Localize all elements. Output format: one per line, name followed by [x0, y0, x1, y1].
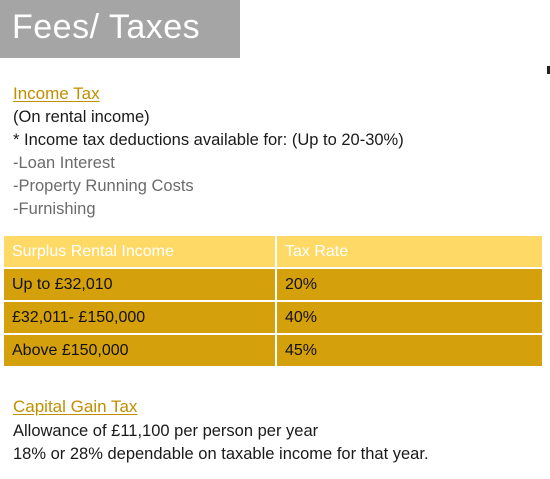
page-title: Fees/ Taxes — [12, 8, 201, 46]
column-header: Surplus Rental Income — [4, 236, 276, 268]
table-row — [4, 334, 542, 367]
table-cell: Above £150,000 — [4, 334, 276, 367]
table-cell: 45% — [276, 334, 542, 367]
deduction-item: -Property Running Costs — [13, 177, 194, 195]
table-cell: £32,011- £150,000 — [4, 301, 276, 334]
column-header: Tax Rate — [276, 236, 542, 268]
tax-rate-table — [4, 236, 542, 368]
table-row — [4, 268, 542, 301]
table-header-row — [4, 236, 542, 268]
table-cell: 20% — [276, 268, 542, 301]
deduction-item: -Furnishing — [13, 200, 96, 218]
table-cell: 40% — [276, 301, 542, 334]
capital-gain-heading: Capital Gain Tax — [13, 397, 138, 416]
table-row — [4, 301, 542, 334]
deduction-item: -Loan Interest — [13, 154, 115, 172]
title-banner — [0, 0, 240, 58]
income-tax-line: (On rental income) — [13, 108, 150, 126]
income-tax-heading: Income Tax — [13, 84, 100, 103]
income-tax-line: * Income tax deductions available for: (Up to 20-30%) — [13, 131, 404, 149]
capital-gain-line: 18% or 28% dependable on taxable income for that year. — [13, 445, 429, 463]
table-cell: Up to £32,010 — [4, 268, 276, 301]
capital-gain-line: Allowance of £11,100 per person per year — [13, 422, 319, 440]
